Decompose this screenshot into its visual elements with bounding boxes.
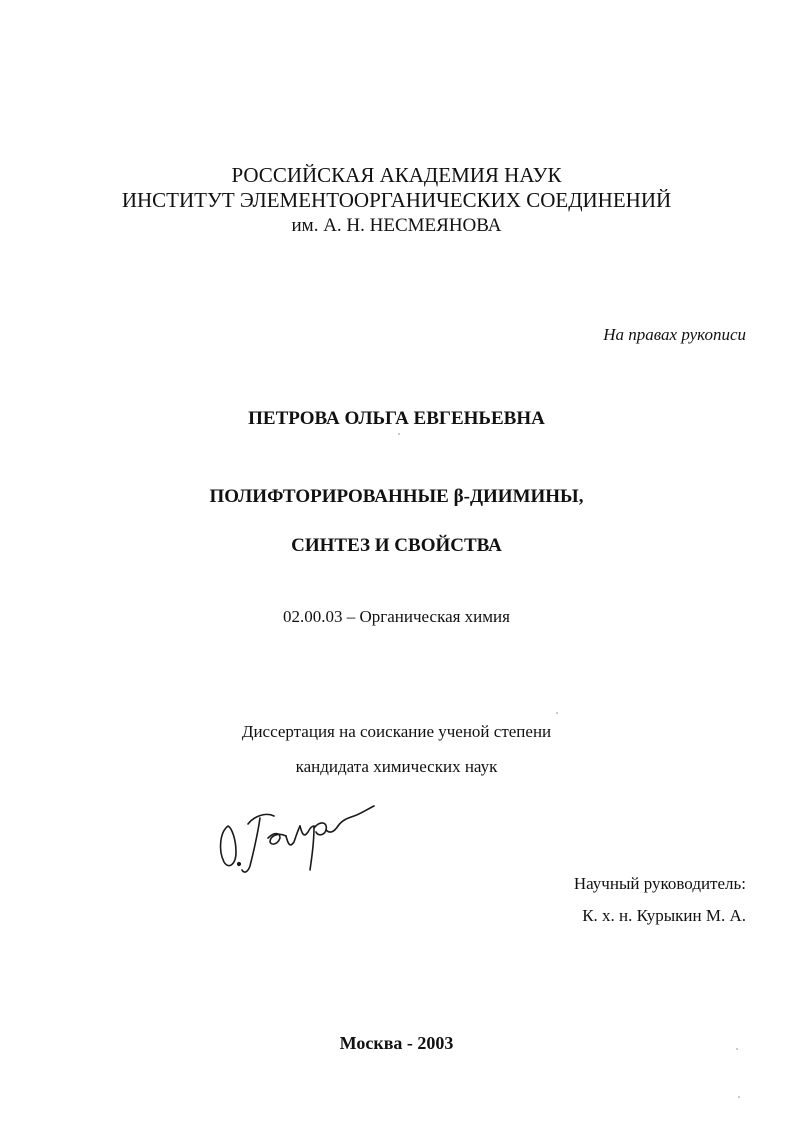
supervisor-name: К. х. н. Курыкин М. А.	[582, 906, 746, 925]
scan-speck	[736, 1048, 738, 1050]
institute-name: ИНСТИТУТ ЭЛЕМЕНТООРГАНИЧЕСКИХ СОЕДИНЕНИЙ	[121, 188, 672, 212]
city-year: Москва - 2003	[339, 1033, 454, 1053]
thesis-title-line1: ПОЛИФТОРИРОВАННЫЕ β-ДИИМИНЫ,	[209, 486, 584, 507]
institute-named-after: им. А. Н. НЕСМЕЯНОВА	[291, 215, 502, 236]
author-name: ПЕТРОВА ОЛЬГА ЕВГЕНЬЕВНА	[248, 408, 545, 429]
specialty-code: 02.00.03 – Органическая химия	[283, 607, 510, 626]
scan-speck	[738, 1096, 740, 1098]
supervisor-label: Научный руководитель:	[573, 874, 746, 893]
manuscript-note: На правах рукописи	[603, 325, 746, 344]
scan-speck	[556, 712, 558, 714]
handwritten-signature	[214, 798, 384, 878]
scan-speck	[398, 433, 400, 435]
dissertation-degree-line2: кандидата химических наук	[295, 757, 498, 776]
thesis-title-line2: СИНТЕЗ И СВОЙСТВА	[291, 535, 502, 556]
academy-name: РОССИЙСКАЯ АКАДЕМИЯ НАУК	[231, 163, 562, 187]
dissertation-degree-line1: Диссертация на соискание ученой степени	[241, 722, 552, 741]
